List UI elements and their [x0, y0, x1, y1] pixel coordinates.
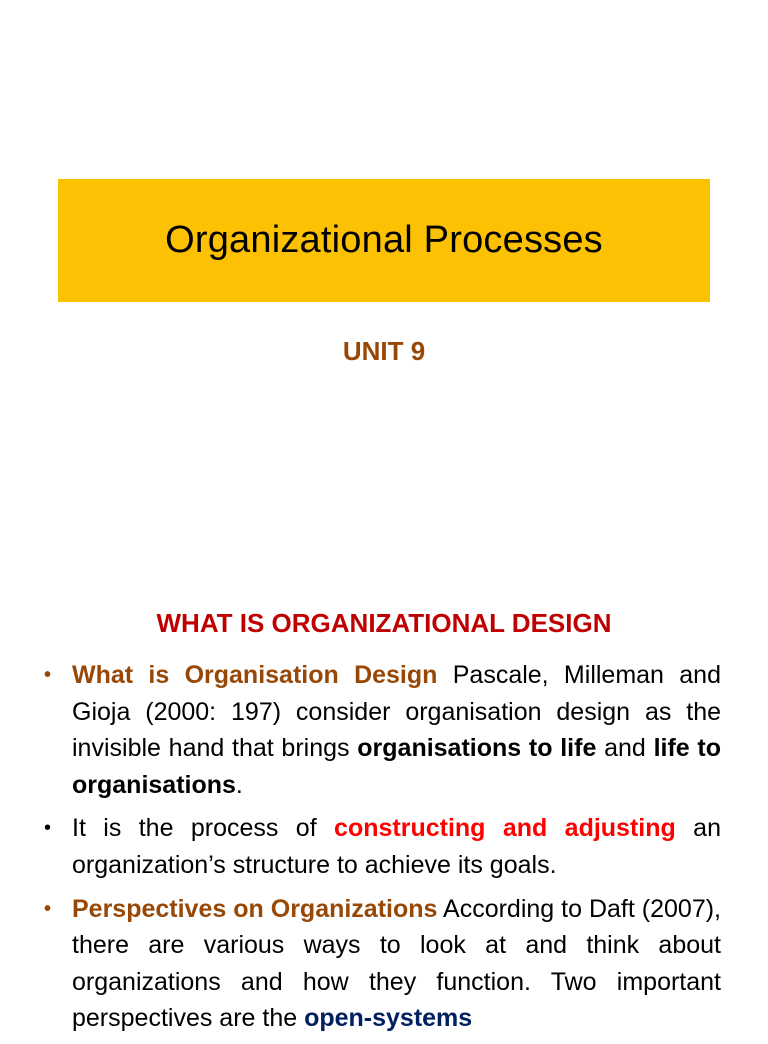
- bullet-text: .: [235, 770, 243, 799]
- title-band: [58, 179, 710, 302]
- bullet-bold: organisations to life: [357, 734, 597, 763]
- bullet-item-definition: [40, 657, 721, 803]
- bullet-term: Perspectives on Organizations: [72, 894, 438, 923]
- bullet-text: Pascale, Milleman and Gioja (2000: 197) consider organisation design as the invisible hand that brings: [72, 661, 721, 763]
- bullet-item-perspectives: [40, 891, 721, 1037]
- bullet-item-process: [40, 810, 721, 883]
- bullet-highlight: constructing and adjusting: [334, 814, 676, 843]
- bullet-dot-icon: •: [44, 817, 52, 840]
- bullet-highlight: open-systems: [304, 1004, 473, 1033]
- bullet-text: an organization’s structure to achieve its goals.: [72, 814, 721, 879]
- bullet-dot-icon: •: [44, 897, 52, 920]
- unit-label: UNIT 9: [342, 336, 426, 366]
- bullet-list: [40, 657, 721, 1044]
- bullet-dot-icon: •: [44, 664, 52, 686]
- bullet-text: According to Daft (2007), there are various ways to look at and think about organizations and how they function. Two important perspectives are the: [72, 894, 721, 1033]
- section-heading: WHAT IS ORGANIZATIONAL DESIGN: [156, 608, 612, 638]
- bullet-bold: life to organisations: [72, 734, 722, 799]
- slide-title: Organizational Processes: [165, 219, 603, 261]
- bullet-text: It is the process of: [72, 814, 335, 843]
- bullet-text: and: [596, 734, 654, 763]
- bullet-term: What is Organisation Design: [72, 661, 438, 689]
